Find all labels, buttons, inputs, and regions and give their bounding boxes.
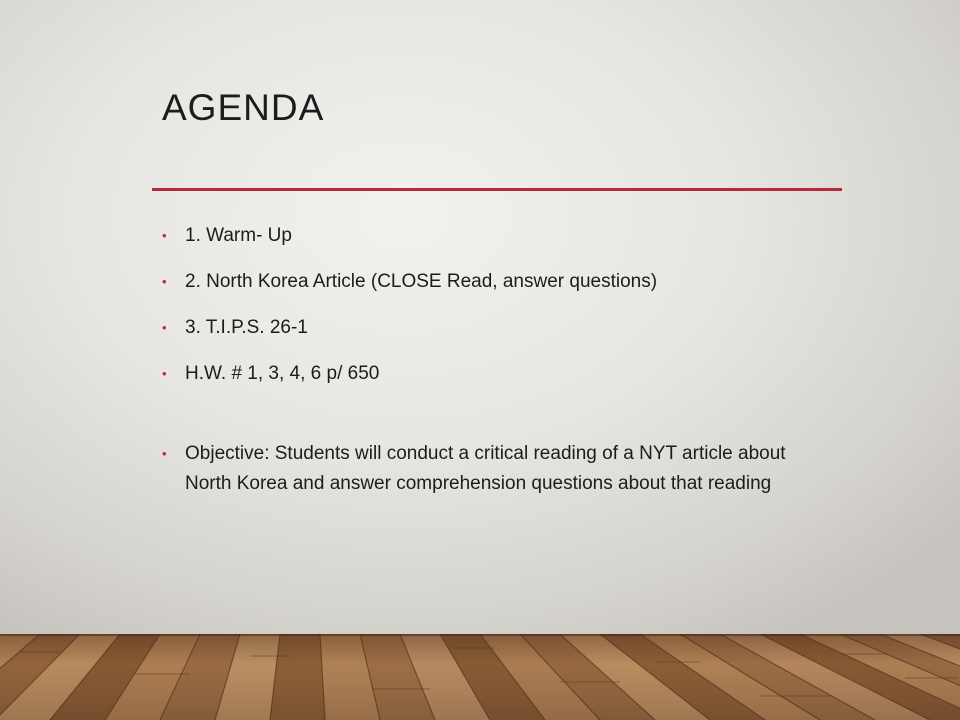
agenda-item-homework: [162, 359, 802, 389]
bullet-dot-icon: •: [162, 274, 167, 289]
agenda-item-article: [162, 267, 802, 297]
bullet-dot-icon: •: [162, 366, 167, 381]
agenda-item-text: Objective: Students will conduct a critical reading of a NYT article about North Korea and answer comprehension questions about that reading: [185, 443, 786, 494]
bullet-dot-icon: •: [162, 228, 167, 243]
title-divider: [152, 188, 842, 191]
slide-title: AGENDA: [162, 87, 325, 128]
agenda-item-text: 3. T.I.P.S. 26-1: [185, 317, 308, 338]
agenda-item-tips: [162, 313, 802, 343]
wood-floor-image: [0, 634, 960, 720]
agenda-item-objective: [162, 439, 802, 499]
agenda-item-text: 2. North Korea Article (CLOSE Read, answer questions): [185, 271, 658, 292]
bullet-dot-icon: •: [162, 320, 167, 335]
agenda-item-warm-up: [162, 221, 802, 251]
agenda-item-text: H.W. # 1, 3, 4, 6 p/ 650: [185, 363, 380, 384]
agenda-list: [162, 221, 802, 499]
agenda-item-text: 1. Warm- Up: [185, 225, 292, 246]
bullet-dot-icon: •: [162, 446, 167, 461]
